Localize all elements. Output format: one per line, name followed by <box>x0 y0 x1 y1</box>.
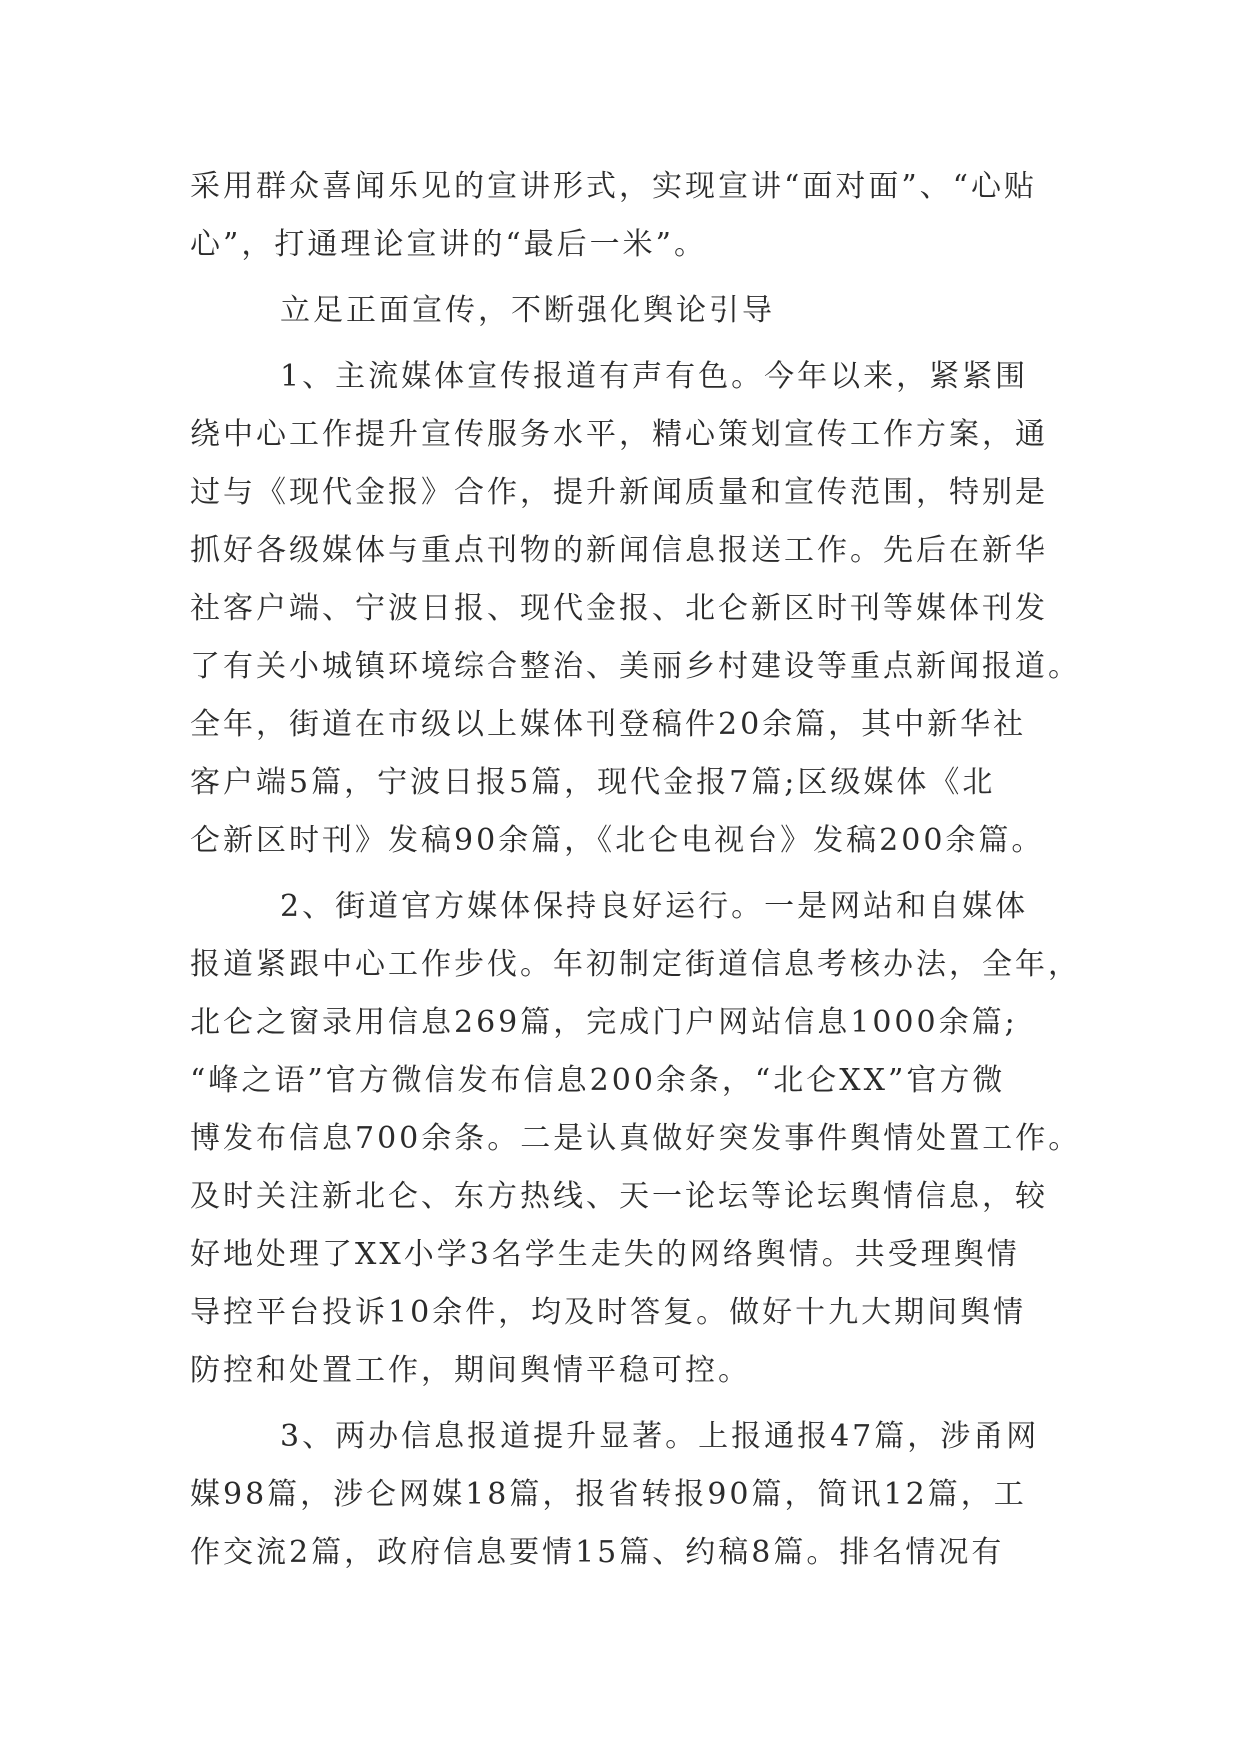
document-body <box>190 158 1082 1582</box>
body-line: 博发布信息700余条。二是认真做好突发事件舆情处置工作。 <box>190 1121 1082 1156</box>
body-line: 全年，街道在市级以上媒体刊登稿件20余篇，其中新华社 <box>190 707 1027 742</box>
body-line: 媒98篇，涉仑网媒18篇，报省转报90篇，简讯12篇，工 <box>190 1477 1027 1512</box>
body-line: 作交流2篇，政府信息要情15篇、约稿8篇。排名情况有 <box>190 1535 1005 1570</box>
body-line: 2、街道官方媒体保持良好运行。一是网站和自媒体 <box>280 889 1029 924</box>
body-line: 采用群众喜闻乐见的宣讲形式，实现宣讲“面对面”、“心贴 <box>190 169 1038 204</box>
body-line: 防控和处置工作，期间舆情平稳可控。 <box>190 1353 751 1388</box>
body-line: 绕中心工作提升宣传服务水平，精心策划宣传工作方案，通 <box>190 417 1048 452</box>
body-line: 过与《现代金报》合作，提升新闻质量和宣传范围，特别是 <box>190 475 1048 510</box>
body-line: 抓好各级媒体与重点刊物的新闻信息报送工作。先后在新华 <box>190 533 1048 568</box>
body-line: 心”，打通理论宣讲的“最后一米”。 <box>190 227 708 262</box>
body-line: 北仑之窗录用信息269篇，完成门户网站信息1000余篇; <box>190 1005 1018 1040</box>
body-line: “峰之语”官方微信发布信息200余条，“北仑XX”官方微 <box>190 1063 1006 1098</box>
body-line: 报道紧跟中心工作步伐。年初制定街道信息考核办法，全年， <box>190 947 1081 982</box>
section-heading: 立足正面宣传，不断强化舆论引导 <box>280 293 775 328</box>
body-line: 客户端5篇，宁波日报5篇，现代金报7篇;区级媒体《北 <box>190 765 996 800</box>
body-line: 好地处理了XX小学3名学生走失的网络舆情。共受理舆情 <box>190 1237 1020 1272</box>
body-line: 了有关小城镇环境综合整治、美丽乡村建设等重点新闻报道。 <box>190 649 1081 684</box>
body-line: 3、两办信息报道提升显著。上报通报47篇，涉甬网 <box>280 1419 1040 1454</box>
body-line: 社客户端、宁波日报、现代金报、北仑新区时刊等媒体刊发 <box>190 591 1048 626</box>
body-line: 仑新区时刊》发稿90余篇，《北仑电视台》发稿200余篇。 <box>190 823 1045 858</box>
body-line: 1、主流媒体宣传报道有声有色。今年以来，紧紧围 <box>280 359 1029 394</box>
body-line: 及时关注新北仑、东方热线、天一论坛等论坛舆情信息，较 <box>190 1179 1048 1214</box>
body-line: 导控平台投诉10余件，均及时答复。做好十九大期间舆情 <box>190 1295 1027 1330</box>
